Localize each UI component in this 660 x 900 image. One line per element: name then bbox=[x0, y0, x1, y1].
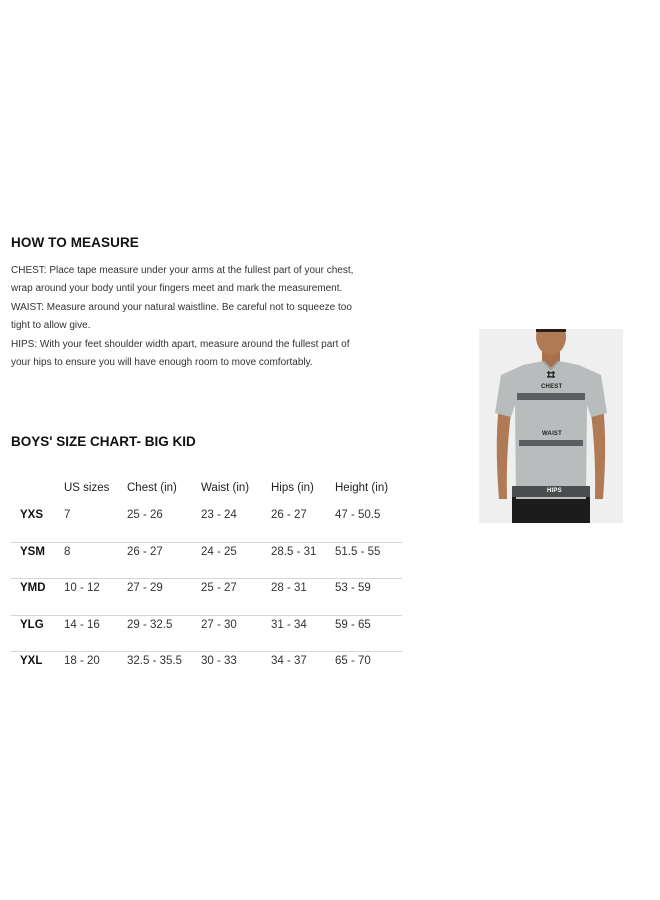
waist-figure-label: WAIST bbox=[542, 431, 562, 437]
shirt bbox=[495, 361, 607, 499]
shorts bbox=[512, 495, 590, 523]
table-row bbox=[11, 652, 402, 688]
chest-instruction: CHEST: Place tape measure under your arms at the fullest part of your chest, wrap around your body until your fingers meet and mark the measurement. bbox=[11, 265, 354, 295]
column-header-height: Height (in) bbox=[335, 482, 389, 494]
size-label: YXS bbox=[20, 509, 44, 521]
height-cell: 59 - 65 bbox=[335, 618, 371, 631]
chest-cell: 29 - 32.5 bbox=[127, 618, 173, 631]
hips-figure-label: HIPS bbox=[547, 488, 562, 494]
table-row bbox=[11, 506, 402, 543]
waist-cell: 23 - 24 bbox=[201, 509, 237, 521]
size-label: YLG bbox=[20, 618, 44, 631]
chest-cell: 25 - 26 bbox=[127, 509, 163, 521]
measure-instructions bbox=[11, 262, 366, 372]
table-header-row bbox=[11, 474, 402, 506]
size-label: YMD bbox=[20, 582, 46, 594]
size-label: YXL bbox=[20, 655, 43, 667]
waist-cell: 27 - 30 bbox=[201, 618, 237, 631]
hips-cell: 31 - 34 bbox=[271, 618, 307, 631]
column-header-hips: Hips (in) bbox=[271, 482, 314, 494]
hips-cell: 28 - 31 bbox=[271, 582, 307, 594]
chest-band bbox=[517, 393, 585, 400]
waist-cell: 25 - 27 bbox=[201, 582, 237, 594]
height-cell: 51.5 - 55 bbox=[335, 545, 381, 558]
chest-cell: 26 - 27 bbox=[127, 545, 163, 558]
measurement-figure bbox=[479, 329, 623, 523]
us-size-cell: 8 bbox=[64, 545, 71, 558]
size-chart-heading: BOYS' SIZE CHART- BIG KID bbox=[11, 434, 196, 449]
column-header-chest: Chest (in) bbox=[127, 482, 177, 494]
hair bbox=[536, 329, 566, 332]
height-cell: 65 - 70 bbox=[335, 655, 371, 667]
us-size-cell: 7 bbox=[64, 509, 71, 521]
us-size-cell: 18 - 20 bbox=[64, 655, 100, 667]
chest-figure-label: CHEST bbox=[541, 384, 563, 390]
waist-cell: 24 - 25 bbox=[201, 545, 237, 558]
size-chart-table bbox=[11, 474, 402, 688]
chest-cell: 32.5 - 35.5 bbox=[127, 655, 182, 667]
waist-cell: 30 - 33 bbox=[201, 655, 237, 667]
height-cell: 47 - 50.5 bbox=[335, 509, 381, 521]
height-cell: 53 - 59 bbox=[335, 582, 371, 594]
us-size-cell: 14 - 16 bbox=[64, 618, 100, 631]
hips-cell: 28.5 - 31 bbox=[271, 545, 317, 558]
hips-cell: 26 - 27 bbox=[271, 509, 307, 521]
how-to-measure-heading: HOW TO MEASURE bbox=[11, 235, 139, 250]
hips-instruction: HIPS: With your feet shoulder width apart, measure around the fullest part of your hips to ensure you will have enough room to move comfortably. bbox=[11, 338, 350, 369]
waist-band bbox=[519, 440, 583, 446]
hips-cell: 34 - 37 bbox=[271, 655, 307, 667]
table-row bbox=[11, 579, 402, 616]
us-size-cell: 10 - 12 bbox=[64, 582, 100, 594]
head bbox=[536, 329, 566, 355]
column-header-waist: Waist (in) bbox=[201, 482, 250, 494]
size-label: YSM bbox=[20, 545, 45, 558]
column-header-us-sizes: US sizes bbox=[64, 482, 110, 494]
table-row bbox=[11, 543, 402, 580]
waist-instruction: WAIST: Measure around your natural waistline. Be careful not to squeeze too tight to allow give. bbox=[11, 301, 352, 332]
chest-cell: 27 - 29 bbox=[127, 582, 163, 594]
table-row bbox=[11, 616, 402, 653]
